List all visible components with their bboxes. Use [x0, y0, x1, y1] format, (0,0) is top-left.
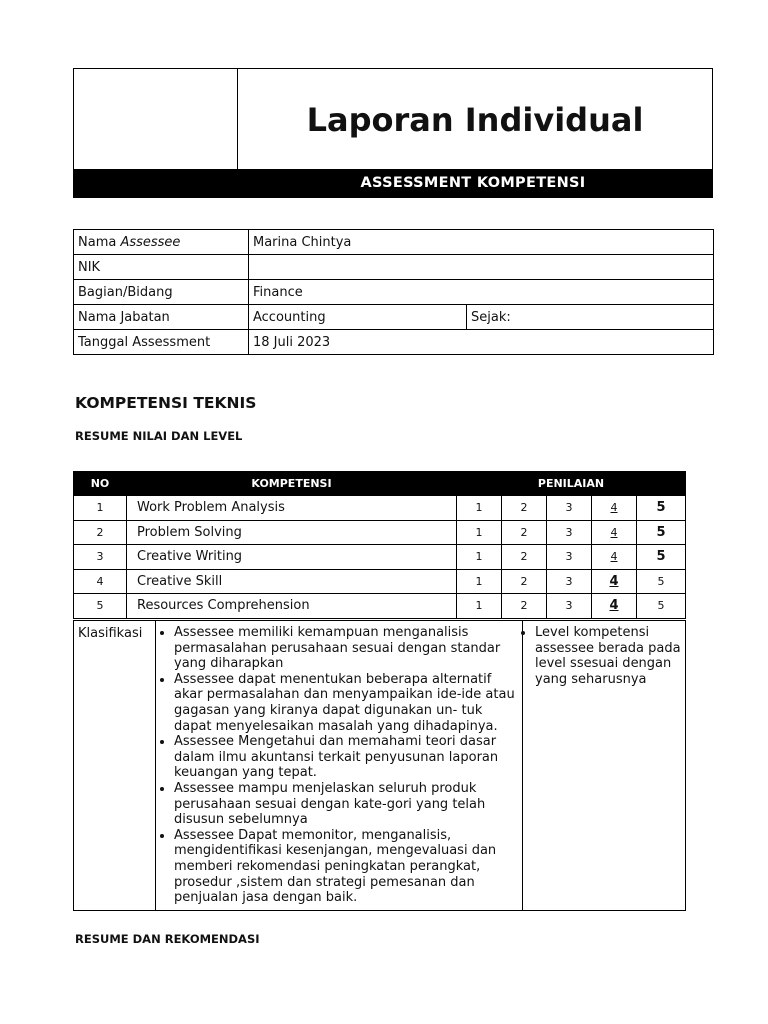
score-cell: 2	[502, 594, 547, 619]
info-row-name	[74, 230, 714, 255]
report-header	[73, 68, 713, 198]
score-cell: 5	[637, 520, 686, 545]
competency-table	[73, 471, 686, 619]
klasifikasi-items	[156, 621, 523, 911]
row-number: 4	[74, 569, 127, 594]
score-cell: 3	[547, 520, 592, 545]
score-cell: 5	[637, 569, 686, 594]
competency-name: Resources Comprehension	[127, 594, 457, 619]
competency-row	[74, 520, 686, 545]
info-label-text: Nama	[78, 234, 121, 250]
row-number: 1	[74, 496, 127, 521]
score-cell: 1	[457, 594, 502, 619]
info-label-em: Assessee	[120, 234, 181, 250]
klasifikasi-summary	[523, 621, 686, 911]
score-cell: 4	[592, 545, 637, 570]
competency-row	[74, 594, 686, 619]
report-title: Laporan Individual	[306, 101, 644, 139]
klasifikasi-item: • Assessee Dapat memonitor, menganalisis, mengidentifikasi kesenjangan, mengevaluasi dan memberi rekomendasi peningkatan perangkat, prosedur ,sistem dan strategi pemesanan dan penjualan jasa dengan baik.	[174, 828, 522, 906]
score-cell: 4	[592, 496, 637, 521]
klasifikasi-item: • Assessee dapat menentukan beberapa alternatif akar permasalahan dan menyampaikan ide-ide atau gagasan yang kiranya dapat digunakan un- tuk dapat menyelesaikan masalah yang dihadapinya.	[174, 672, 522, 734]
assessee-info-table	[73, 229, 714, 355]
score-cell: 1	[457, 569, 502, 594]
sub-title-resume: RESUME DAN REKOMENDASI	[75, 932, 260, 946]
info-value: 18 Juli 2023	[249, 330, 714, 355]
info-label	[74, 230, 249, 255]
row-number: 2	[74, 520, 127, 545]
score-cell: 2	[502, 520, 547, 545]
info-value: Finance	[249, 280, 714, 305]
info-row-tanggal	[74, 330, 714, 355]
info-row-nik	[74, 255, 714, 280]
competency-name: Problem Solving	[127, 520, 457, 545]
row-number: 5	[74, 594, 127, 619]
competency-name: Creative Skill	[127, 569, 457, 594]
sub-title: RESUME NILAI DAN LEVEL	[75, 429, 243, 443]
score-cell: 5	[637, 496, 686, 521]
score-cell: 3	[547, 569, 592, 594]
score-cell: 5	[637, 594, 686, 619]
col-header-kompetensi: KOMPETENSI	[127, 472, 457, 496]
info-label: Bagian/Bidang	[74, 280, 249, 305]
score-cell: 2	[502, 496, 547, 521]
klasifikasi-row	[74, 621, 686, 911]
score-cell: 1	[457, 496, 502, 521]
header-band	[74, 169, 712, 197]
band-title: ASSESSMENT KOMPETENSI	[360, 175, 586, 191]
logo-area	[74, 69, 238, 169]
info-row-jabatan	[74, 305, 714, 330]
score-cell: 2	[502, 545, 547, 570]
info-value: Marina Chintya	[249, 230, 714, 255]
score-cell: 4	[592, 569, 637, 594]
score-cell: 3	[547, 545, 592, 570]
klasifikasi-list	[156, 625, 522, 906]
score-cell: 4	[592, 594, 637, 619]
info-row-bagian	[74, 280, 714, 305]
summary-list	[523, 625, 685, 687]
score-cell: 1	[457, 520, 502, 545]
row-number: 3	[74, 545, 127, 570]
score-cell: 1	[457, 545, 502, 570]
col-header-penilaian: PENILAIAN	[457, 472, 686, 496]
competency-name: Work Problem Analysis	[127, 496, 457, 521]
competency-header-row	[74, 472, 686, 496]
competency-row	[74, 545, 686, 570]
score-cell: 3	[547, 496, 592, 521]
info-label: Tanggal Assessment	[74, 330, 249, 355]
klasifikasi-item: • Assessee memiliki kemampuan menganalisis permasalahan perusahaan sesuai dengan standar yang diharapkan	[174, 625, 522, 672]
info-value: Accounting	[249, 305, 467, 330]
section-title: KOMPETENSI TEKNIS	[75, 394, 257, 412]
info-label: NIK	[74, 255, 249, 280]
klasifikasi-item: • Assessee Mengetahui dan memahami teori dasar dalam ilmu akuntansi terkait penyusunan laporan keuangan yang tepat.	[174, 734, 522, 781]
score-cell: 2	[502, 569, 547, 594]
competency-name: Creative Writing	[127, 545, 457, 570]
competency-row	[74, 569, 686, 594]
score-cell: 5	[637, 545, 686, 570]
info-label: Nama Jabatan	[74, 305, 249, 330]
competency-row	[74, 496, 686, 521]
col-header-no: NO	[74, 472, 127, 496]
klasifikasi-item: • Assessee mampu menjelaskan seluruh produk perusahaan sesuai dengan kate-gori yang telah disusun sebelumnya	[174, 781, 522, 828]
klasifikasi-table	[73, 620, 686, 911]
klasifikasi-label: Klasifikasi	[74, 621, 156, 911]
score-cell: 4	[592, 520, 637, 545]
summary-item: • Level kompetensi assessee berada pada level ssesuai dengan yang seharusnya	[535, 625, 685, 687]
info-value	[249, 255, 714, 280]
info-sejak: Sejak:	[467, 305, 714, 330]
score-cell: 3	[547, 594, 592, 619]
